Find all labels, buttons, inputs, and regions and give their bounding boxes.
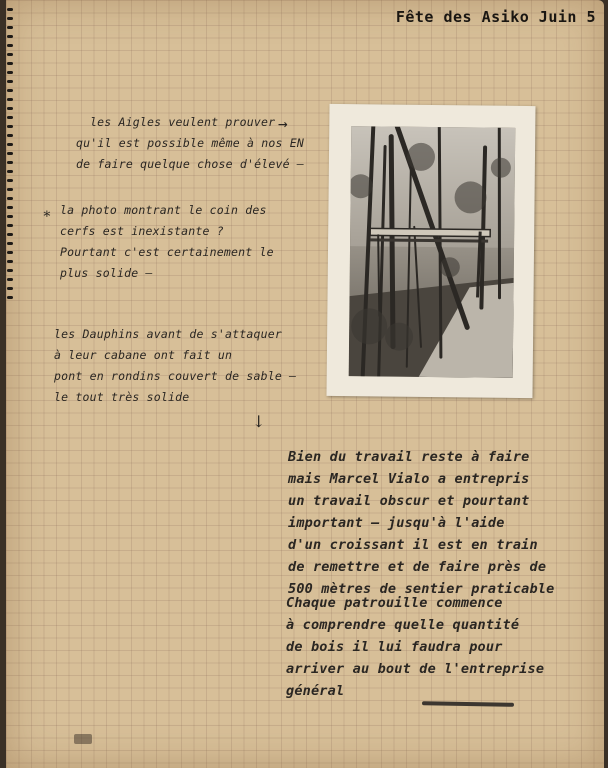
spiral-loop: [7, 233, 13, 236]
note-line: de remettre et de faire près de: [288, 559, 547, 575]
page-title: Fête des Asiko Juin 5: [395, 8, 596, 26]
spiral-loop: [7, 152, 13, 155]
spiral-loop: [7, 269, 13, 272]
note-line: un travail obscur et pourtant: [288, 493, 530, 509]
note-line: les Aigles veulent prouver: [90, 115, 276, 129]
note-line: d'un croissant il est en train: [288, 537, 538, 553]
photo-comment-note: [60, 200, 274, 284]
note-line: 500 mètres de sentier praticable: [288, 581, 555, 597]
spiral-loop: [7, 197, 13, 200]
note-line: qu'il est possible même à nos EN: [76, 136, 304, 150]
spiral-loop: [7, 143, 13, 146]
arrow-right-icon: →: [278, 114, 288, 133]
note-line: Bien du travail reste à faire: [288, 449, 530, 465]
spiral-loop: [7, 116, 13, 119]
note-line: mais Marcel Vialo a entrepris: [288, 471, 530, 487]
notebook-page: [6, 0, 604, 768]
travail-note: [288, 446, 555, 600]
note-line: Pourtant c'est certainement le: [60, 245, 274, 259]
note-line: de bois il lui faudra pour: [286, 639, 503, 655]
spiral-loop: [7, 35, 13, 38]
aigles-note: [76, 112, 304, 175]
note-line: à leur cabane ont fait un: [54, 348, 233, 362]
spiral-loop: [7, 17, 13, 20]
spiral-loop: [7, 206, 13, 209]
spiral-loop: [7, 53, 13, 56]
ink-stroke: [422, 701, 514, 707]
note-line: à comprendre quelle quantité: [286, 617, 520, 633]
spiral-loop: [7, 62, 13, 65]
spiral-loop: [7, 188, 13, 191]
note-line: plus solide –: [60, 266, 153, 280]
note-line: les Dauphins avant de s'attaquer: [54, 327, 282, 341]
note-line: la photo montrant le coin des: [60, 203, 267, 217]
spiral-loop: [7, 170, 13, 173]
spiral-loop: [7, 296, 13, 299]
note-line: arriver au bout de l'entreprise: [286, 661, 545, 677]
photograph: [349, 126, 516, 378]
note-line: cerfs est inexistante ?: [60, 224, 224, 238]
note-line: général: [286, 683, 345, 699]
spiral-loop: [7, 287, 13, 290]
spiral-loop: [7, 278, 13, 281]
photo-mount: [326, 104, 535, 398]
spiral-loop: [7, 125, 13, 128]
note-line: le tout très solide: [54, 390, 190, 404]
note-line: important – jusqu'à l'aide: [288, 515, 505, 531]
spiral-loop: [7, 98, 13, 101]
spiral-loop: [7, 224, 13, 227]
star-icon: ∗: [42, 206, 52, 222]
spiral-loop: [7, 260, 13, 263]
spiral-loop: [7, 179, 13, 182]
spiral-loop: [7, 71, 13, 74]
spiral-loop: [7, 134, 13, 137]
note-line: de faire quelque chose d'élevé –: [76, 157, 304, 171]
faint-mark: [74, 734, 92, 744]
spiral-binding: [6, 0, 14, 768]
spiral-loop: [7, 89, 13, 92]
note-line: pont en rondins couvert de sable –: [54, 369, 297, 383]
spiral-loop: [7, 26, 13, 29]
spiral-loop: [7, 161, 13, 164]
spiral-loop: [7, 44, 13, 47]
spiral-loop: [7, 251, 13, 254]
photograph-image: [349, 126, 516, 378]
patrouille-note: [286, 592, 544, 702]
note-line: Chaque patrouille commence: [286, 595, 503, 611]
spiral-loop: [7, 8, 13, 11]
spiral-loop: [7, 242, 13, 245]
spiral-loop: [7, 80, 13, 83]
arrow-down-icon: ↓: [252, 412, 266, 431]
spiral-loop: [7, 107, 13, 110]
dauphins-note: [54, 324, 296, 408]
spiral-loop: [7, 215, 13, 218]
